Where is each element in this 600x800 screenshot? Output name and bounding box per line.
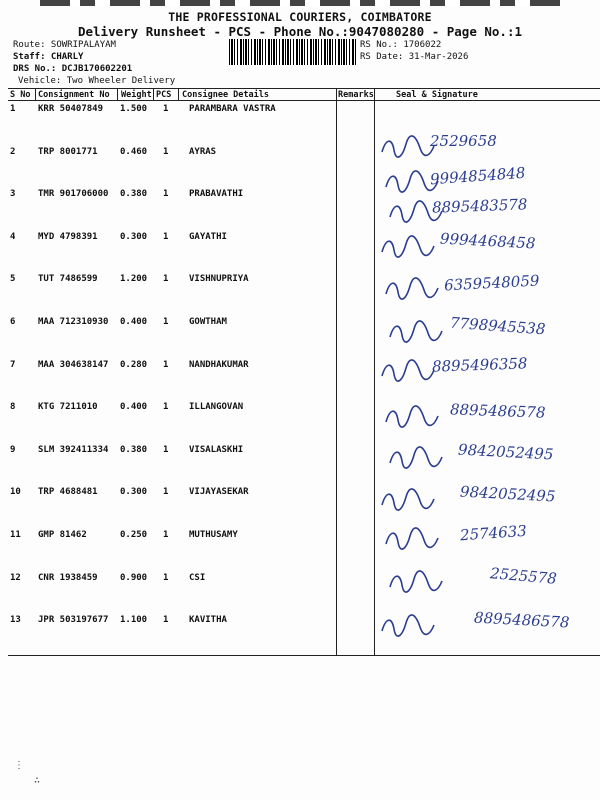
row-pcs: 1 [163,189,169,200]
row-consignee: MUTHUSAMY [189,530,238,540]
table-row [8,104,338,118]
handwritten-signature: 6359548059 [443,271,540,295]
row-consignment: KRR 50407849 [38,104,104,114]
row-weight: 1.100 [120,615,148,626]
handwritten-signature: 2529658 [430,132,497,150]
row-sno: 7 [10,359,16,370]
table-header-rule [8,100,600,101]
rs-date: RS Date: 31-Mar-2026 [360,52,469,62]
row-weight: 0.400 [120,317,148,327]
row-pcs: 1 [163,359,169,370]
row-sno: 12 [10,572,21,583]
row-weight: 0.900 [120,572,148,583]
row-sno: 8 [10,402,16,413]
row-weight: 0.280 [120,359,148,370]
col-header-remarks: Remarks [338,90,374,100]
row-weight: 1.500 [120,104,148,114]
row-weight: 0.300 [120,231,148,242]
table-row [8,615,338,629]
signature-scribble [382,276,442,302]
col-divider-cons [117,88,118,100]
table-row [8,147,338,161]
route-label: Route: SOWRIPALAYAM [13,40,116,50]
row-weight: 0.380 [120,444,148,455]
handwritten-signature: 8895496358 [431,353,528,376]
row-weight: 0.460 [120,146,148,157]
col-divider-pcs [178,88,179,100]
row-consignment: TRP 8001771 [38,146,98,157]
row-pcs: 1 [163,572,169,583]
signature-scribble [382,169,442,195]
row-pcs: 1 [163,487,169,498]
row-consignee: PARAMBARA VASTRA [189,104,276,114]
signature-scribble [386,199,446,225]
col-header-weight: Weight [121,90,152,100]
signature-scribble [382,526,442,552]
handwritten-signature: 9842052495 [459,482,556,506]
handwritten-signature: 8895483578 [431,195,528,217]
scan-mark-bottom: ∴ [34,775,41,786]
row-sno: 2 [10,146,16,157]
row-weight: 0.380 [120,189,148,200]
signature-scribble [386,569,446,595]
row-consignee: KAVITHA [189,615,227,626]
row-pcs: 1 [163,146,169,157]
row-consignment: MAA 712310930 [38,317,109,327]
row-pcs: 1 [163,104,169,114]
row-pcs: 1 [163,615,169,626]
signature-scribble [378,234,438,260]
row-consignee: VISHNUPRIYA [189,274,249,285]
company-name: THE PROFESSIONAL COURIERS, COIMBATORE [168,10,432,24]
table-row [8,487,338,501]
row-consignee: AYRAS [189,146,217,157]
handwritten-signature: 8895486578 [449,400,546,422]
rs-number: RS No.: 1706022 [360,40,442,50]
row-consignment: MYD 4798391 [38,231,98,242]
row-consignee: GOWTHAM [189,317,227,327]
row-consignee: NANDHAKUMAR [189,359,249,370]
row-pcs: 1 [163,317,169,327]
scan-artifact-top [40,0,560,6]
page-title: Delivery Runsheet - PCS - Phone No.:9047080280 - Page No.:1 [77,24,522,39]
table-row [8,402,338,416]
table-row [8,232,338,246]
handwritten-signature: 9994854848 [429,163,526,188]
signature-scribble [386,319,446,345]
table-row [8,360,338,374]
table-row [8,530,338,544]
row-sno: 13 [10,615,21,626]
row-consignment: SLM 392411334 [38,444,109,455]
signature-scribble [382,404,442,430]
row-consignment: GMP 81462 [38,530,87,540]
col-header-pcs: PCS [156,90,172,100]
row-pcs: 1 [163,274,169,285]
handwritten-signature: 7798945538 [449,313,546,339]
row-consignment: TRP 4688481 [38,487,98,498]
row-sno: 6 [10,317,16,327]
row-consignee: ILLANGOVAN [189,402,244,413]
table-row [8,274,338,288]
row-sno: 11 [10,530,21,540]
row-pcs: 1 [163,530,169,540]
signature-scribble [386,445,446,471]
signature-scribble [378,134,438,160]
vehicle-label: Vehicle: Two Wheeler Delivery [18,76,176,86]
row-pcs: 1 [163,231,169,242]
row-sno: 4 [10,231,16,242]
scan-mark-left: ⋮ [14,760,24,771]
signature-scribble [378,358,438,384]
staff-label: Staff: CHARLY [13,52,84,62]
table-row [8,573,338,587]
row-consignment: TMR 901706000 [38,189,109,200]
row-consignment: TUT 7486599 [38,274,98,285]
row-consignee: VIJAYASEKAR [189,487,249,498]
handwritten-signature: 9842052495 [457,440,554,464]
handwritten-signature: 9994468458 [439,229,536,253]
col-header-consignee: Consignee Details [182,90,269,100]
row-weight: 1.200 [120,274,148,285]
drs-number: DRS No.: DCJB170602201 [13,64,133,74]
row-sno: 9 [10,444,16,455]
row-consignee: CSI [189,572,206,583]
row-consignment: MAA 304638147 [38,359,109,370]
row-sno: 3 [10,189,16,200]
barcode [229,39,356,65]
row-pcs: 1 [163,402,169,413]
row-consignee: GAYATHI [189,231,227,242]
row-consignment: JPR 503197677 [38,615,109,626]
row-sno: 5 [10,274,16,285]
table-row [8,189,338,203]
row-sno: 10 [10,487,21,498]
row-consignment: KTG 7211010 [38,402,98,413]
handwritten-signature: 2574633 [459,521,528,545]
col-header-sno: S No [10,90,31,100]
handwritten-signature: 8895486578 [473,608,570,632]
signature-scribble [378,487,438,513]
col-divider-wt [153,88,154,100]
signature-scribble [378,613,438,639]
row-weight: 0.300 [120,487,148,498]
row-consignee: VISALASKHI [189,444,244,455]
row-sno: 1 [10,104,16,114]
table-top-rule [8,88,600,89]
table-row [8,445,338,459]
table-row [8,317,338,331]
col-header-consignment: Consignment No [38,90,110,100]
col-header-seal: Seal & Signature [396,90,478,100]
row-weight: 0.250 [120,530,148,540]
row-consignment: CNR 1938459 [38,572,98,583]
handwritten-signature: 2525578 [489,563,558,588]
col-divider-sno [35,88,36,100]
seal-divider [374,88,375,655]
row-consignee: PRABAVATHI [189,189,244,200]
row-pcs: 1 [163,444,169,455]
row-weight: 0.400 [120,402,148,413]
table-bottom-rule [8,655,600,656]
